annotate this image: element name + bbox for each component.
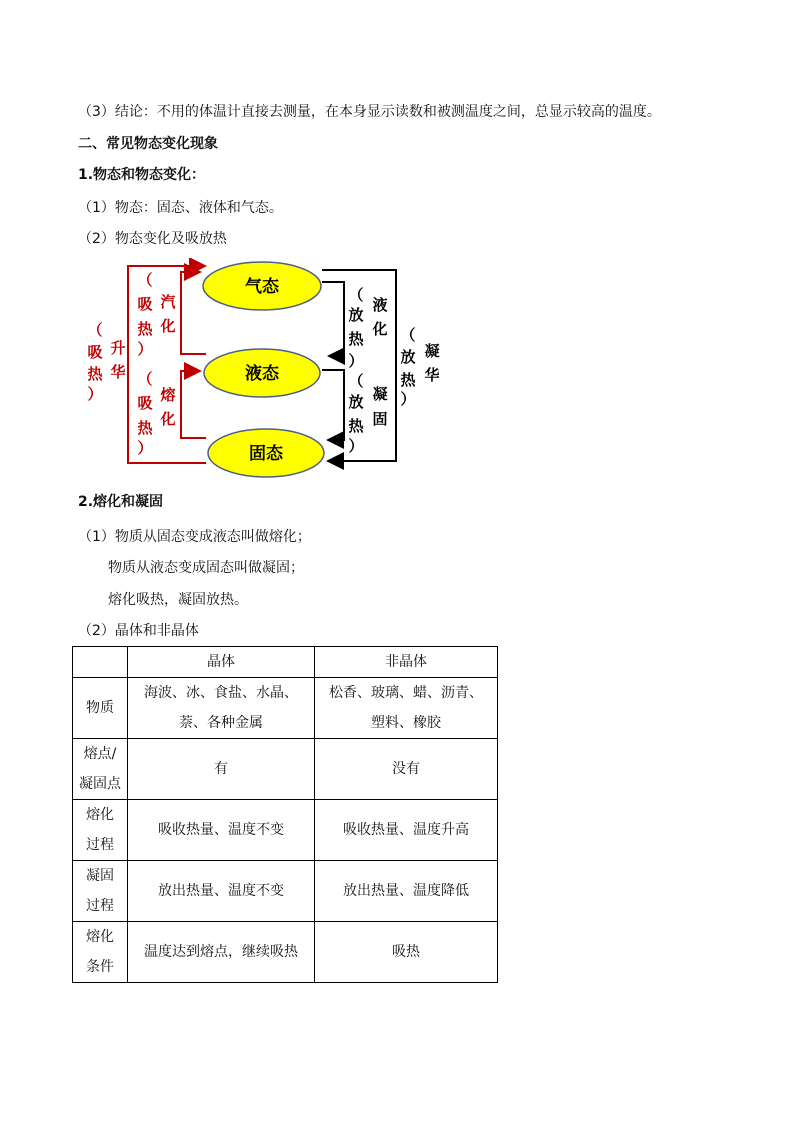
- cell-line: 萘、各种金属: [179, 715, 263, 731]
- gas-label: 气态: [245, 277, 279, 297]
- liquefaction-label-2: 化: [372, 320, 388, 338]
- amorphous-cell: [315, 678, 498, 739]
- section-title: 二、常见物态变化现象: [78, 136, 218, 152]
- row-label-line: 过程: [86, 898, 114, 914]
- vaporization-heat-2: 吸: [137, 295, 153, 313]
- solidification-heat-3: 热: [348, 417, 364, 435]
- deposition-label-2: 华: [424, 366, 440, 384]
- sublimation-heat-1: （: [87, 321, 103, 339]
- table-row: [73, 800, 498, 861]
- row-label: [73, 678, 128, 739]
- table-row: [73, 861, 498, 922]
- solidification-label-2: 固: [372, 410, 388, 428]
- melting-heat-4: ）: [137, 439, 153, 457]
- row-label: [73, 739, 128, 800]
- deposition-heat-2: 放: [400, 348, 416, 366]
- crystal-cell: [128, 678, 315, 739]
- heat-rule: 熔化吸热，凝固放热。: [108, 592, 248, 608]
- vaporization-heat-4: ）: [137, 340, 153, 358]
- solidification-arrow: [322, 370, 344, 440]
- solidification-heat-4: ）: [348, 437, 364, 455]
- table-row: [73, 739, 498, 800]
- conclusion-text: （3）结论：不用的体温计直接去测量，在本身显示读数和被测温度之间，总显示较高的温度。: [78, 104, 661, 120]
- deposition-label-1: 凝: [424, 342, 440, 360]
- melting-heat-3: 热: [137, 419, 153, 437]
- liquefaction-heat-3: 热: [348, 330, 364, 348]
- melting-definition: （1）物质从固态变成液态叫做熔化；: [78, 529, 311, 545]
- melting-arrow: [181, 371, 206, 438]
- sublimation-label-2: 华: [110, 363, 126, 381]
- row-label: [73, 922, 128, 983]
- table-row: [73, 678, 498, 739]
- row-label: [73, 861, 128, 922]
- liquid-label: 液态: [245, 364, 279, 384]
- table-header-crystal: 晶体: [128, 647, 315, 678]
- liquefaction-heat-2: 放: [348, 306, 364, 324]
- sublimation-heat-3: 热: [87, 365, 103, 383]
- amorphous-cell: 吸收热量、温度升高: [315, 800, 498, 861]
- crystal-cell: 吸收热量、温度不变: [128, 800, 315, 861]
- row-label-line: 熔化: [86, 929, 114, 945]
- solid-label: 固态: [249, 444, 283, 464]
- vaporization-arrow: [181, 272, 206, 354]
- crystal-cell: 有: [128, 739, 315, 800]
- amorphous-cell: 吸热: [315, 922, 498, 983]
- change-title: （2）物态变化及吸放热: [78, 231, 227, 247]
- liquefaction-heat-1: （: [348, 286, 364, 304]
- vaporization-label-2: 化: [160, 317, 176, 335]
- deposition-heat-4: ）: [400, 390, 416, 408]
- subsection-title-melting: 2.熔化和凝固: [78, 494, 164, 510]
- row-label-line: 熔点/: [83, 746, 117, 762]
- crystal-comparison-table: [72, 646, 498, 983]
- melting-heat-1: （: [137, 370, 153, 388]
- row-label-line: 过程: [86, 837, 114, 853]
- table-header-corner: [73, 647, 128, 678]
- vaporization-label-1: 汽: [160, 293, 176, 311]
- sublimation-label-1: 升: [110, 339, 126, 357]
- phase-change-diagram: [78, 258, 458, 480]
- melting-heat-2: 吸: [137, 394, 153, 412]
- subsection-title-states: 1.物态和物态变化：: [78, 167, 206, 183]
- table-header-row: [73, 647, 498, 678]
- melting-label-2: 化: [160, 410, 176, 428]
- solidification-label-1: 凝: [372, 385, 388, 403]
- cell-line: 塑料、橡胶: [371, 715, 441, 731]
- sublimation-heat-2: 吸: [87, 343, 103, 361]
- table-header-amorphous: 非晶体: [315, 647, 498, 678]
- deposition-heat-3: 热: [400, 371, 416, 389]
- row-label-line: 物质: [86, 700, 114, 716]
- deposition-heat-1: （: [400, 326, 416, 344]
- liquefaction-label-1: 液: [372, 296, 388, 314]
- crystal-cell: 温度达到熔点，继续吸热: [128, 922, 315, 983]
- liquefaction-heat-4: ）: [348, 352, 364, 370]
- solidification-heat-1: （: [348, 372, 364, 390]
- table-row: [73, 922, 498, 983]
- freezing-definition: 物质从液态变成固态叫做凝固；: [108, 560, 304, 576]
- crystal-table-title: （2）晶体和非晶体: [78, 623, 199, 639]
- row-label-line: 条件: [86, 959, 114, 975]
- row-label-line: 凝固: [86, 868, 114, 884]
- amorphous-cell: 没有: [315, 739, 498, 800]
- vaporization-heat-1: （: [137, 271, 153, 289]
- row-label-line: 熔化: [86, 807, 114, 823]
- row-label: [73, 800, 128, 861]
- liquefaction-arrow: [322, 282, 344, 356]
- row-label-line: 凝固点: [79, 776, 121, 792]
- solidification-heat-2: 放: [348, 393, 364, 411]
- cell-line: 海波、冰、食盐、水晶、: [144, 685, 298, 701]
- melting-label-1: 熔: [160, 386, 176, 404]
- vaporization-heat-3: 热: [137, 320, 153, 338]
- crystal-cell: 放出热量、温度不变: [128, 861, 315, 922]
- state-definition: （1）物态：固态、液体和气态。: [78, 200, 283, 216]
- cell-line: 松香、玻璃、蜡、沥青、: [329, 685, 483, 701]
- sublimation-heat-4: ）: [87, 385, 103, 403]
- amorphous-cell: 放出热量、温度降低: [315, 861, 498, 922]
